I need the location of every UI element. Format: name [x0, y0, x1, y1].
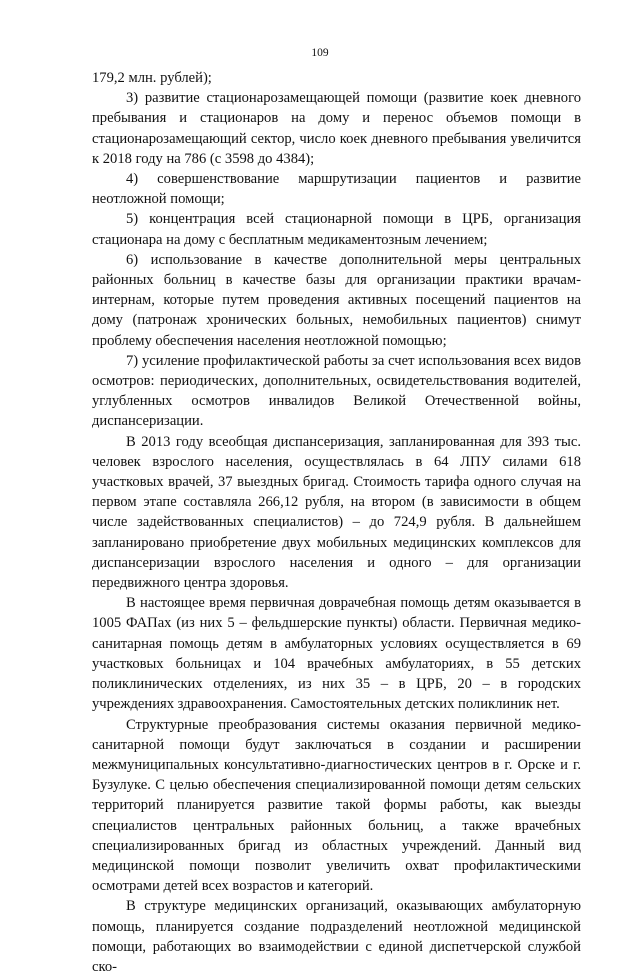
paragraph-children-primary-care: В настоящее время первичная доврачебная помощь детям оказывается в 1005 ФАПах (из них 5 – фельдшерские пункты) области. Первичная медико-санитарная помощь детям в амбулаторных условиях осуществляется в 69 участковых больницах и 104 врачебных амбулаториях, в 55 детских поликлинических отделениях, из них 35 – в ЦРБ, 20 – в городских учреждениях здравоохранения. Самостоятельных детских поликлиник нет.	[92, 595, 581, 713]
paragraph-emergency-units: В структуре медицинских организаций, оказывающих амбулаторную помощь, планируется создание подразделений неотложной медицинской помощи, работающих во взаимодействии с единой диспетчерской службой ско-	[92, 898, 581, 975]
paragraph-structural-transformations: Структурные преобразования системы оказания первичной медико-санитарной помощи будут заключаться в создании и расширении межмуниципальных консультативно-диагностических центров в г. Орске и г. Бузулуке. С целью обеспечения специализированной помощи детям сельских территорий планируется развитие такой формы работы, как выезды специалистов центральных районных больниц, а также врачебных специализированных бригад из областных учреждений. Данный вид медицинской помощи позволит увеличить охват профилактическими осмотрами детей всех возрастов и категорий.	[92, 716, 581, 895]
list-item-5-stationary-concentration: 5) концентрация всей стационарной помощи в ЦРБ, организация стационара на дому с бесплатным медикаментозным лечением;	[92, 211, 581, 248]
body-text	[92, 68, 581, 977]
paragraph-dispensarization-2013: В 2013 году всеобщая диспансеризация, запланированная для 393 тыс. человек взрослого населения, осуществлялась в 64 ЛПУ силами 618 участковых врачей, 37 выездных бригад. Стоимость тарифа одного случая на первом этапе составляла 266,12 рубля, на втором (в зависимости в общем числе задействованных специалистов) – до 724,9 рубля. В дальнейшем запланировано приобретение двух мобильных медицинских комплексов для диспансеризации взрослого населения и одного – для организации передвижного центра здоровья.	[92, 433, 581, 592]
list-item-3-stationary-replacing-care: 3) развитие стационарозамещающей помощи (развитие коек дневного пребывания и стационаров на дому и перенос объемов помощи в стационарозамещающий сектор, число коек дневного пребывания увеличится к 2018 году на 786 (с 3598 до 4384);	[92, 90, 581, 167]
list-item-6-district-hospitals: 6) использование в качестве дополнительной меры центральных районных больниц в качестве базы для организации практики врачам-интернам, которые путем проведения активных посещений пациентов на дому (патронаж хронических больных, немобильных пациентов) снимут проблему обеспечения населения неотложной помощью;	[92, 251, 581, 349]
paragraph-continuation: 179,2 млн. рублей);	[92, 70, 212, 86]
list-item-7-preventive-work: 7) усиление профилактической работы за счет использования всех видов осмотров: периодических, дополнительных, освидетельствования водителей, углубленных осмотров инвалидов Великой Отечественной войны, диспансеризации.	[92, 352, 581, 430]
page-number: 109	[311, 47, 329, 59]
list-item-4-patient-routing: 4) совершенствование маршрутизации пациентов и развитие неотложной помощи;	[92, 171, 581, 208]
